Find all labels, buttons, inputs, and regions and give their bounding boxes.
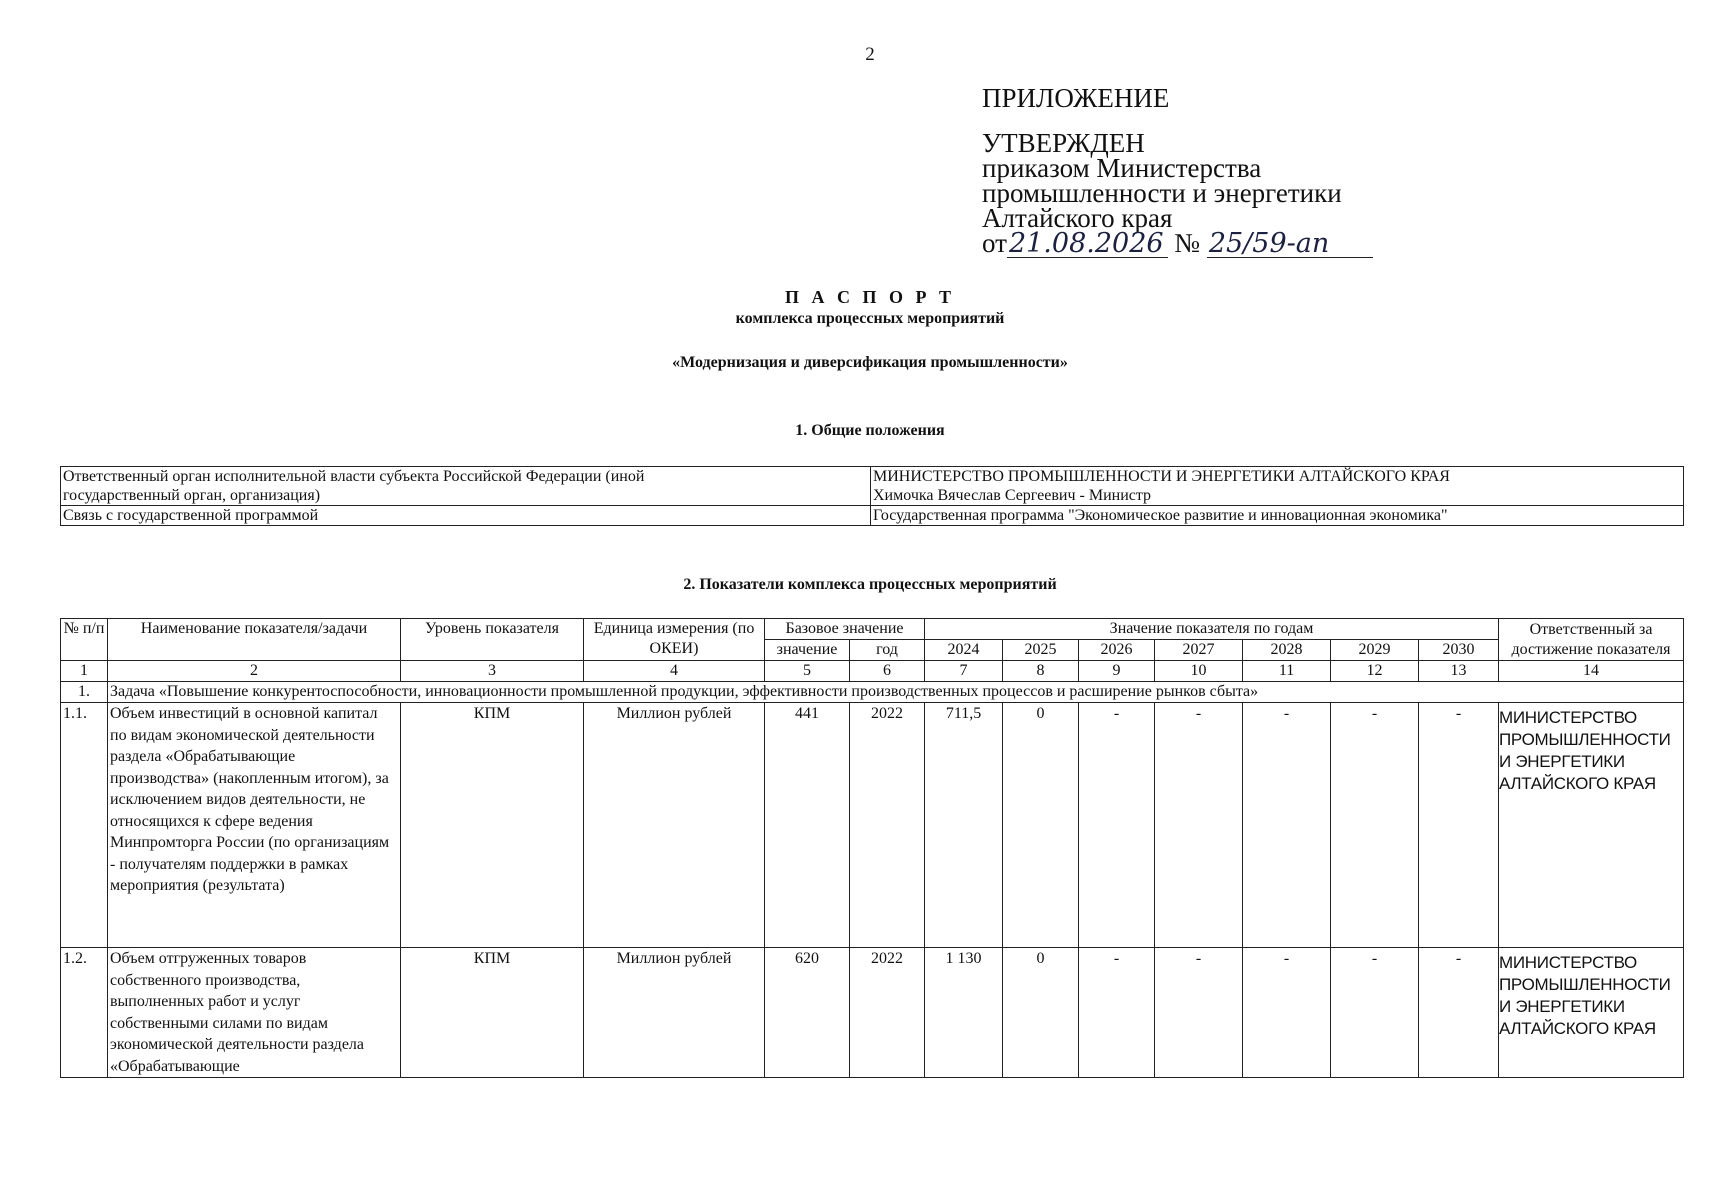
column-number: 7	[925, 661, 1003, 682]
column-number: 1	[61, 661, 108, 682]
value-2029: -	[1331, 703, 1419, 948]
indicators-table	[60, 618, 1684, 1078]
column-number: 3	[401, 661, 584, 682]
indicator-level: КПМ	[401, 948, 584, 1078]
table-row	[61, 467, 1684, 506]
column-number: 10	[1155, 661, 1243, 682]
header-year: 2024	[925, 640, 1003, 661]
approval-line-1: приказом Министерства	[982, 153, 1262, 183]
header-year: 2026	[1079, 640, 1155, 661]
table-row	[61, 703, 1684, 948]
header-by-years: Значение показателя по годам	[925, 619, 1499, 640]
header-num: № п/п	[61, 619, 108, 661]
column-number: 2	[108, 661, 401, 682]
program-link-value: Государственная программа "Экономическое развитие и инновационная экономика"	[871, 506, 1684, 526]
value-2026: -	[1079, 948, 1155, 1078]
base-value: 441	[765, 703, 850, 948]
row-num: 1.1.	[61, 703, 108, 948]
column-number: 4	[584, 661, 765, 682]
task-row	[61, 682, 1684, 703]
column-number: 5	[765, 661, 850, 682]
value-2028: -	[1243, 948, 1331, 1078]
value-2026: -	[1079, 703, 1155, 948]
header-year: 2030	[1419, 640, 1499, 661]
label-line: государственный орган, организация)	[63, 487, 321, 504]
header-year: 2027	[1155, 640, 1243, 661]
base-value: 620	[765, 948, 850, 1078]
value-2025: 0	[1003, 948, 1079, 1078]
general-provisions-table	[60, 466, 1684, 526]
value-line: Химочка Вячеслав Сергеевич - Министр	[873, 487, 1152, 504]
order-number-label: №	[1174, 228, 1201, 258]
column-number: 9	[1079, 661, 1155, 682]
approved-label: УТВЕРЖДЕН	[982, 128, 1145, 158]
responsible-body-label	[61, 467, 871, 506]
passport-title: П А С П О Р Т	[784, 287, 955, 307]
responsible-value: МИНИСТЕРСТВО ПРОМЫШЛЕННОСТИ И ЭНЕРГЕТИКИ АЛТАЙСКОГО КРАЯ	[1499, 948, 1684, 1078]
section2-title: 2. Показатели комплекса процессных мероприятий	[683, 576, 1057, 593]
header-year: 2025	[1003, 640, 1079, 661]
header-year: 2029	[1331, 640, 1419, 661]
header-unit: Единица измерения (по ОКЕИ)	[584, 619, 765, 661]
indicator-unit: Миллион рублей	[584, 948, 765, 1078]
indicator-unit: Миллион рублей	[584, 703, 765, 948]
column-number-row	[61, 661, 1684, 682]
header-year: 2028	[1243, 640, 1331, 661]
column-number: 13	[1419, 661, 1499, 682]
value-2030: -	[1419, 703, 1499, 948]
page-number: 2	[865, 44, 875, 65]
value-2025: 0	[1003, 703, 1079, 948]
indicator-name: Объем инвестиций в основной капитал по видам экономической деятельности раздела «Обрабатывающие производства» (накопленным итогом), за исключением видов деятельности, не относящихся к сфере ведения Минпромторга России (по организациям - получателям поддержки в рамках мероприятия (результата)	[108, 703, 401, 948]
value-2029: -	[1331, 948, 1419, 1078]
value-2027: -	[1155, 948, 1243, 1078]
order-number-handwritten: 25/59-ап	[1207, 231, 1373, 258]
order-from-label: от	[982, 228, 1007, 258]
base-year: 2022	[850, 703, 925, 948]
task-num: 1.	[61, 682, 108, 703]
appendix-title: ПРИЛОЖЕНИЕ	[982, 83, 1170, 113]
indicator-name: Объем отгруженных товаров собственного производства, выполненных работ и услуг собственными силами по видам экономической деятельности раздела «Обрабатывающие	[108, 948, 401, 1078]
column-number: 6	[850, 661, 925, 682]
responsible-body-value	[871, 467, 1684, 506]
value-2030: -	[1419, 948, 1499, 1078]
program-name: «Модернизация и диверсификация промышленности»	[672, 354, 1068, 371]
value-2028: -	[1243, 703, 1331, 948]
header-level: Уровень показателя	[401, 619, 584, 661]
section1-title: 1. Общие положения	[795, 422, 945, 439]
column-number: 12	[1331, 661, 1419, 682]
column-number: 14	[1499, 661, 1684, 682]
value-2027: -	[1155, 703, 1243, 948]
approval-block	[982, 83, 1373, 259]
order-line	[982, 228, 1373, 259]
responsible-value: МИНИСТЕРСТВО ПРОМЫШЛЕННОСТИ И ЭНЕРГЕТИКИ АЛТАЙСКОГО КРАЯ	[1499, 703, 1684, 948]
column-number: 8	[1003, 661, 1079, 682]
approval-line-2: промышленности и энергетики	[982, 178, 1342, 208]
header-responsible: Ответственный за достижение показателя	[1499, 619, 1684, 661]
table-row	[61, 948, 1684, 1078]
indicator-level: КПМ	[401, 703, 584, 948]
row-num: 1.2.	[61, 948, 108, 1078]
table-row	[61, 506, 1684, 526]
header-name: Наименование показателя/задачи	[108, 619, 401, 661]
base-year: 2022	[850, 948, 925, 1078]
program-link-label: Связь с государственной программой	[61, 506, 871, 526]
approval-line-3: Алтайского края	[982, 203, 1173, 233]
label-line: Ответственный орган исполнительной власти субъекта Российской Федерации (иной	[63, 468, 645, 485]
value-2024: 1 130	[925, 948, 1003, 1078]
task-text: Задача «Повышение конкурентоспособности, инновационности промышленной продукции, эффективности производственных процессов и расширение рынков сбыта»	[108, 682, 1684, 703]
value-line: МИНИСТЕРСТВО ПРОМЫШЛЕННОСТИ И ЭНЕРГЕТИКИ АЛТАЙСКОГО КРАЯ	[873, 468, 1450, 485]
value-2024: 711,5	[925, 703, 1003, 948]
header-base-value: значение	[765, 640, 850, 661]
header-base-year: год	[850, 640, 925, 661]
column-number: 11	[1243, 661, 1331, 682]
passport-subtitle: комплекса процессных мероприятий	[735, 310, 1005, 327]
header-row	[61, 619, 1684, 640]
order-date-handwritten: 21.08.2026	[1007, 231, 1168, 258]
header-base: Базовое значение	[765, 619, 925, 640]
